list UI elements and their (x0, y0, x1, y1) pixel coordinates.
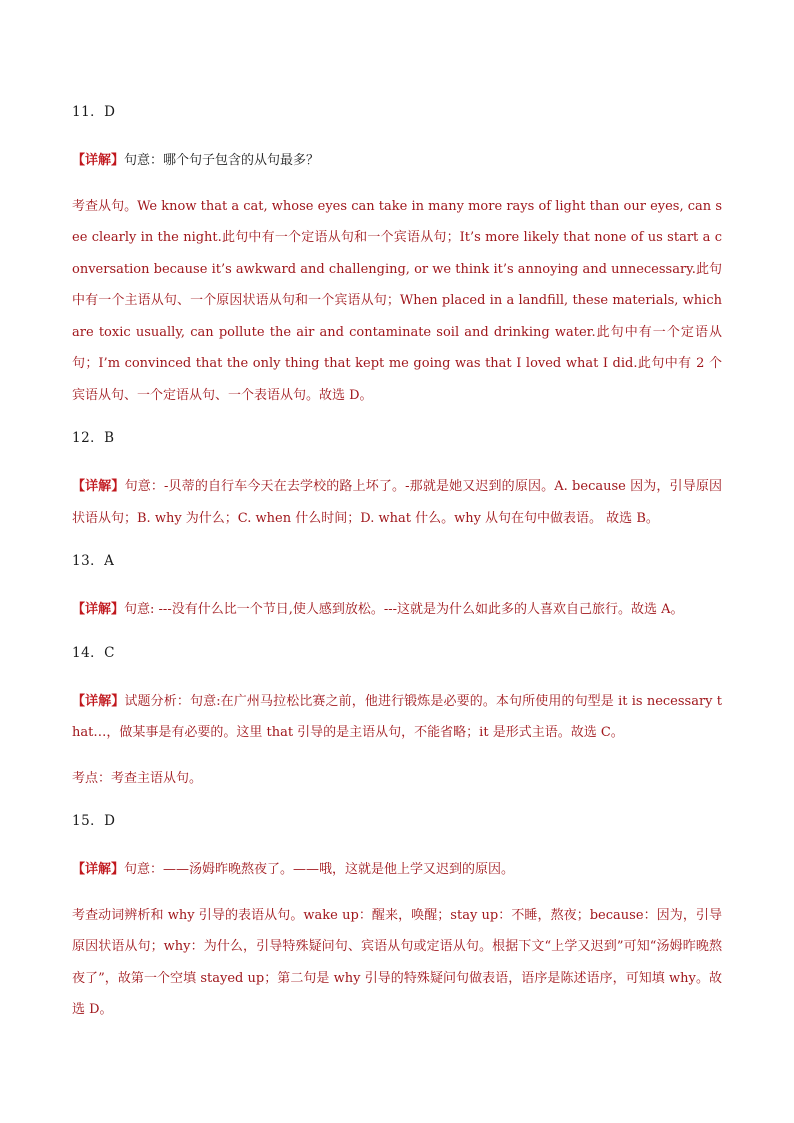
answer-item-14 (72, 644, 722, 795)
detail-tag: 【详解】 (72, 862, 125, 877)
detail-tag: 【详解】 (72, 693, 125, 709)
sentence-meaning: 句意：哪个句子包含的从句最多？ (124, 153, 320, 168)
answer-item-11 (72, 103, 722, 411)
question-number: 13．A (72, 553, 115, 569)
explanation-intro (72, 686, 722, 749)
answer-item-12 (72, 429, 722, 534)
explanation-intro (72, 854, 722, 886)
explanation-text: 句意: ---没有什么比一个节日,使人感到放松。---这就是为什么如此多的人喜欢自己旅行。故选 A。 (124, 602, 684, 617)
detail-tag: 【详解】 (72, 479, 125, 494)
question-number: 11．D (72, 104, 116, 120)
explanation-intro (72, 471, 722, 534)
explanation-intro (72, 594, 722, 626)
answer-item-15 (72, 812, 722, 1026)
exam-point-note: 考点：考查主语从句。 (72, 770, 203, 786)
detail-tag: 【详解】 (72, 153, 125, 168)
explanation-text: 试题分析：句意:在广州马拉松比赛之前，他进行锻炼是必要的。本句所使用的句型是 it is necessary that…，做某事是有必要的。这里 that 引导的是主语从句，不能省略；it 是形式主语。故选 C。 (72, 693, 722, 740)
question-number: 14．C (72, 644, 116, 661)
explanation-body: 考查动词辨析和 why 引导的表语从句。wake up：醒来，唤醒；stay up：不睡，熬夜；because：因为，引导原因状语从句；why：为什么，引导特殊疑问句、宾语从句或定语从句。根据下文“上学又迟到”可知“汤姆昨晚熬夜了”，故第一个空填 stayed up；第二句是 why 引导的特殊疑问句做表语，语序是陈述语序，可知填 why。故选 D。 (72, 907, 722, 1017)
answer-item-13 (72, 552, 722, 626)
sentence-meaning: 句意：——汤姆昨晚熬夜了。——哦，这就是他上学又迟到的原因。 (124, 862, 515, 877)
question-number: 12．B (72, 430, 115, 446)
explanation-intro (72, 145, 722, 177)
detail-tag: 【详解】 (72, 602, 125, 617)
explanation-body: 考查从句。We know that a cat, whose eyes can take in many more rays of light than our eyes, can see clearly in the night.此句中有一个定语从句和一个宾语从句；It’s more likely that none of us start a conversation because it’s awkward and challenging, or we think it’s annoying and unnecessary.此句中有一个主语从句、一个原因状语从句和一个宾语从句；When placed in a landfill, these materials, which are toxic usually, can pollute the air and contaminate soil and drinking water.此句中有一个定语从句；I’m convinced that the only thing that kept me going was that I loved what I did.此句中有 2 个宾语从句、一个定语从句、一个表语从句。故选 D。 (72, 198, 722, 403)
question-number: 15．D (72, 813, 116, 829)
explanation-text: 句意：-贝蒂的自行车今天在去学校的路上坏了。-那就是她又迟到的原因。A. because 因为，引导原因状语从句；B. why 为什么；C. when 什么时间；D. what 什么。why 从句在句中做表语。 故选 B。 (72, 479, 722, 526)
